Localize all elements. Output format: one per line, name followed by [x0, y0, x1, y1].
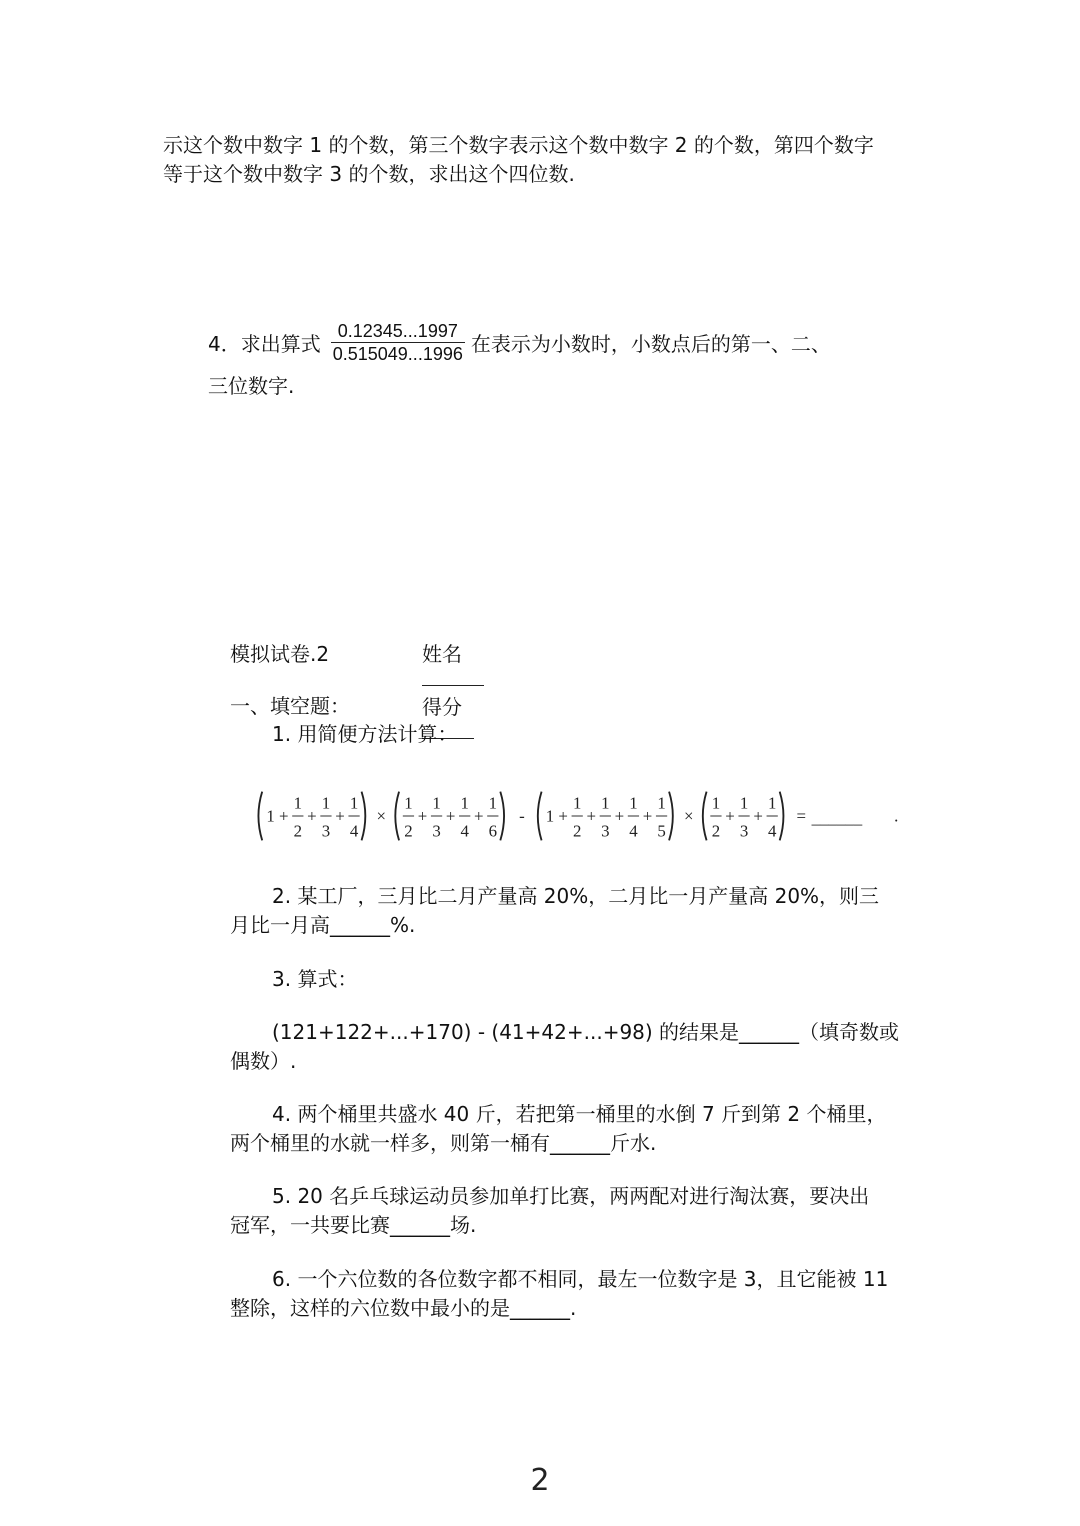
question-line: [230, 1182, 930, 1211]
fraction-denominator: 4: [460, 821, 469, 841]
fraction-denominator: 3: [601, 821, 610, 841]
minus-sign: -: [519, 806, 525, 826]
fraction-denominator: 2: [572, 821, 582, 841]
fraction-numerator: 1: [404, 793, 413, 813]
decimal-fraction: [331, 320, 465, 365]
fraction-denominator: 4: [629, 821, 638, 841]
fraction-denominator: 4: [349, 821, 359, 841]
plus-sign: +: [642, 806, 653, 826]
integer-term: 1: [545, 806, 555, 826]
fraction-denominator: 2: [404, 821, 413, 841]
question-3: [230, 965, 930, 994]
exam-title: 模拟试卷.2: [230, 642, 330, 666]
plus-sign: +: [614, 806, 625, 826]
section-title: 一、填空题：: [230, 694, 350, 718]
question-1-title: 1. 用简便方法计算：: [272, 722, 458, 746]
calculation-expression: [230, 786, 960, 846]
fraction-denominator: 6: [488, 821, 498, 841]
period: .: [894, 806, 899, 826]
times-sign: ×: [376, 806, 387, 826]
close-paren: [362, 792, 366, 841]
fraction-denominator: 5: [657, 821, 666, 841]
question-line: [230, 1265, 930, 1294]
question-line: [230, 965, 930, 994]
page-number: 2: [530, 1463, 550, 1498]
plus-sign: +: [753, 806, 763, 826]
question-2: [230, 882, 930, 940]
question-5: [230, 1182, 930, 1240]
score-label: 得分: [422, 695, 462, 719]
close-paren: [780, 792, 784, 841]
equals-sign: =: [796, 806, 807, 826]
close-paren: [500, 792, 504, 841]
fraction-numerator: 1: [460, 793, 469, 813]
open-paren: [258, 792, 262, 841]
question-line: 偶数）.: [230, 1049, 297, 1073]
fraction-denominator: 2: [711, 821, 721, 841]
paragraph-line: 等于这个数中数字 3 的个数，求出这个四位数.: [163, 162, 575, 186]
fraction-numerator: 0.12345...1997: [337, 320, 458, 341]
open-paren: [703, 792, 707, 841]
fraction-numerator: 1: [572, 793, 582, 813]
plus-sign: +: [278, 806, 289, 826]
answer-blank: ______: [811, 808, 863, 828]
fraction-numerator: 1: [488, 793, 498, 813]
fraction-numerator: 1: [711, 793, 721, 813]
fraction-denominator: 3: [321, 821, 331, 841]
fraction-numerator: 1: [601, 793, 610, 813]
question-3-formula: [230, 1018, 930, 1076]
question-line: [230, 1018, 930, 1047]
problem-4: [208, 316, 908, 401]
fraction-numerator: 1: [657, 793, 666, 813]
fraction-numerator: 1: [432, 793, 441, 813]
question-6: [230, 1265, 930, 1323]
plus-sign: +: [417, 806, 428, 826]
question-text: (121+122+...+170) - (41+42+...+98) 的结果是______（填奇数或: [272, 1020, 900, 1044]
plus-sign: +: [307, 806, 317, 826]
fraction-denominator: 2: [293, 821, 303, 841]
plus-sign: +: [473, 806, 484, 826]
plus-sign: +: [335, 806, 345, 826]
problem-4-line-2: 三位数字.: [208, 374, 295, 398]
fraction-numerator: 1: [629, 793, 638, 813]
integer-term: 1: [266, 806, 275, 826]
question-line: 月比一月高______%.: [230, 913, 416, 937]
times-sign: ×: [683, 806, 694, 826]
question-4: [230, 1100, 930, 1158]
question-text: 5. 20 名乒乓球运动员参加单打比赛，两两配对进行淘汰赛，要决出: [272, 1184, 870, 1208]
question-text: 4. 两个桶里共盛水 40 斤，若把第一桶里的水倒 7 斤到第 2 个桶里，: [272, 1102, 887, 1126]
problem-4-suffix: 在表示为小数时，小数点后的第一、二、: [470, 331, 831, 356]
fraction-denominator: 3: [739, 821, 749, 841]
question-text: 6. 一个六位数的各位数字都不相同，最左一位数字是 3，且它能被 11: [272, 1267, 889, 1291]
name-label: 姓名: [422, 642, 462, 666]
fraction-numerator: 1: [349, 793, 359, 813]
close-paren: [669, 792, 673, 841]
fraction-numerator: 1: [739, 793, 749, 813]
problem-4-prefix: 4．求出算式: [208, 331, 321, 356]
fraction-denominator: 3: [432, 821, 441, 841]
question-text: 2. 某工厂，三月比二月产量高 20%，二月比一月产量高 20%，则三: [272, 884, 880, 908]
question-line: 两个桶里的水就一样多，则第一桶有______斤水.: [230, 1131, 657, 1155]
question-line: 冠军，一共要比赛______场.: [230, 1213, 477, 1237]
question-line: [230, 882, 930, 911]
continued-paragraph: [163, 131, 923, 189]
name-blank: [422, 667, 484, 686]
plus-sign: +: [725, 806, 735, 826]
open-paren: [538, 792, 542, 841]
question-text: 3. 算式：: [272, 967, 358, 991]
fraction-numerator: 1: [321, 793, 331, 813]
question-line: 整除，这样的六位数中最小的是______.: [230, 1296, 577, 1320]
paragraph-line: 示这个数中数字 1 的个数，第三个数字表示这个数中数字 2 的个数，第四个数字: [163, 133, 874, 157]
fraction-numerator: 1: [293, 793, 303, 813]
problem-4-line-1: [208, 316, 908, 368]
open-paren: [395, 792, 399, 841]
fraction-denominator: 4: [767, 821, 777, 841]
fraction-denominator: 0.515049...1996: [332, 343, 463, 364]
question-line: [230, 1100, 930, 1129]
fraction-numerator: 1: [767, 793, 777, 813]
plus-sign: +: [586, 806, 597, 826]
plus-sign: +: [558, 806, 568, 826]
plus-sign: +: [445, 806, 456, 826]
